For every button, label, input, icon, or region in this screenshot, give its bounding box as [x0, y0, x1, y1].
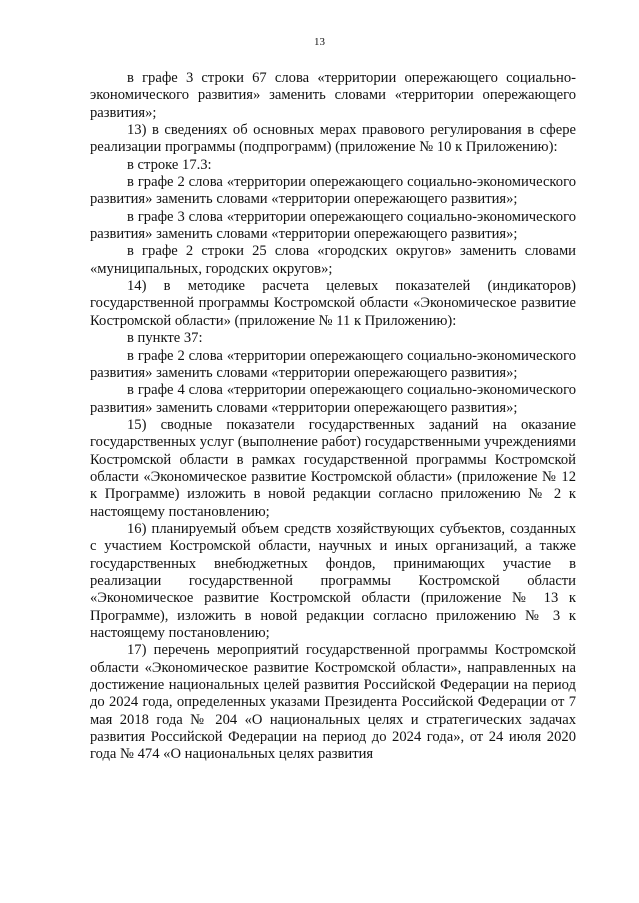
paragraph: в пункте 37: [127, 330, 203, 347]
paragraph: 13) в сведениях об основных мерах правового регулирования в сфере реализации программы (подпрограмм) (приложение № 10 к Приложению): [90, 122, 576, 156]
page-number: 13 [314, 36, 325, 48]
paragraph: 16) планируемый объем средств хозяйствующих субъектов, созданных с участием Костромской области, научных и иных организаций, а также государственных внебюджетных фондов, принимающих участие в реализации государственной программы Костромской области «Экономическое развитие Костромской области (приложение № 13 к Программе), изложить в новой редакции согласно приложению № 3 к настоящему постановлению; [90, 520, 576, 641]
paragraph: в графе 4 слова «территории опережающего социально-экономического развития» заменить словами «территории опережающего развития»; [90, 382, 576, 416]
paragraph: в графе 2 слова «территории опережающего социально-экономического развития» заменить словами «территории опережающего развития»; [90, 347, 576, 381]
paragraph: 17) перечень мероприятий государственной программы Костромской области «Экономическое развитие Костромской области», направленных на достижение национальных целей развития Российской Федерации на период до 2024 года, определенных указами Президента Российской Федерации от 7 мая 2018 года № 204 «О национальных целях и стратегических задачах развития Российской Федерации на период до 2024 года», от 24 июля 2020 года № 474 «О национальных целях развития [90, 642, 576, 763]
paragraph: в графе 3 слова «территории опережающего социально-экономического развития» заменить словами «территории опережающего развития»; [90, 208, 576, 243]
paragraph: в графе 3 строки 67 слова «территории опережающего социально-экономического развития» заменить словами «территории опережающего развития»; [90, 70, 576, 121]
paragraph: в строке 17.3: [127, 156, 212, 173]
paragraph: в графе 2 строки 25 слова «городских округов» заменить словами «муниципальных, городских округов»; [90, 243, 576, 277]
paragraph: 15) сводные показатели государственных заданий на оказание государственных услуг (выполнение работ) государственными учреждениями Костромской области в рамках государственной программы Костромской области «Экономическое развитие Костромской области» (приложение № 12 к Программе) изложить в новой редакции согласно приложению № 2 к настоящему постановлению; [90, 416, 576, 520]
paragraph: 14) в методике расчета целевых показателей (индикаторов) государственной программы Костромской области «Экономическое развитие Костромской области» (приложение № 11 к Приложению): [90, 278, 576, 329]
document-body [90, 70, 576, 764]
paragraph: в графе 2 слова «территории опережающего социально-экономического развития» заменить словами «территории опережающего развития»; [90, 174, 576, 208]
